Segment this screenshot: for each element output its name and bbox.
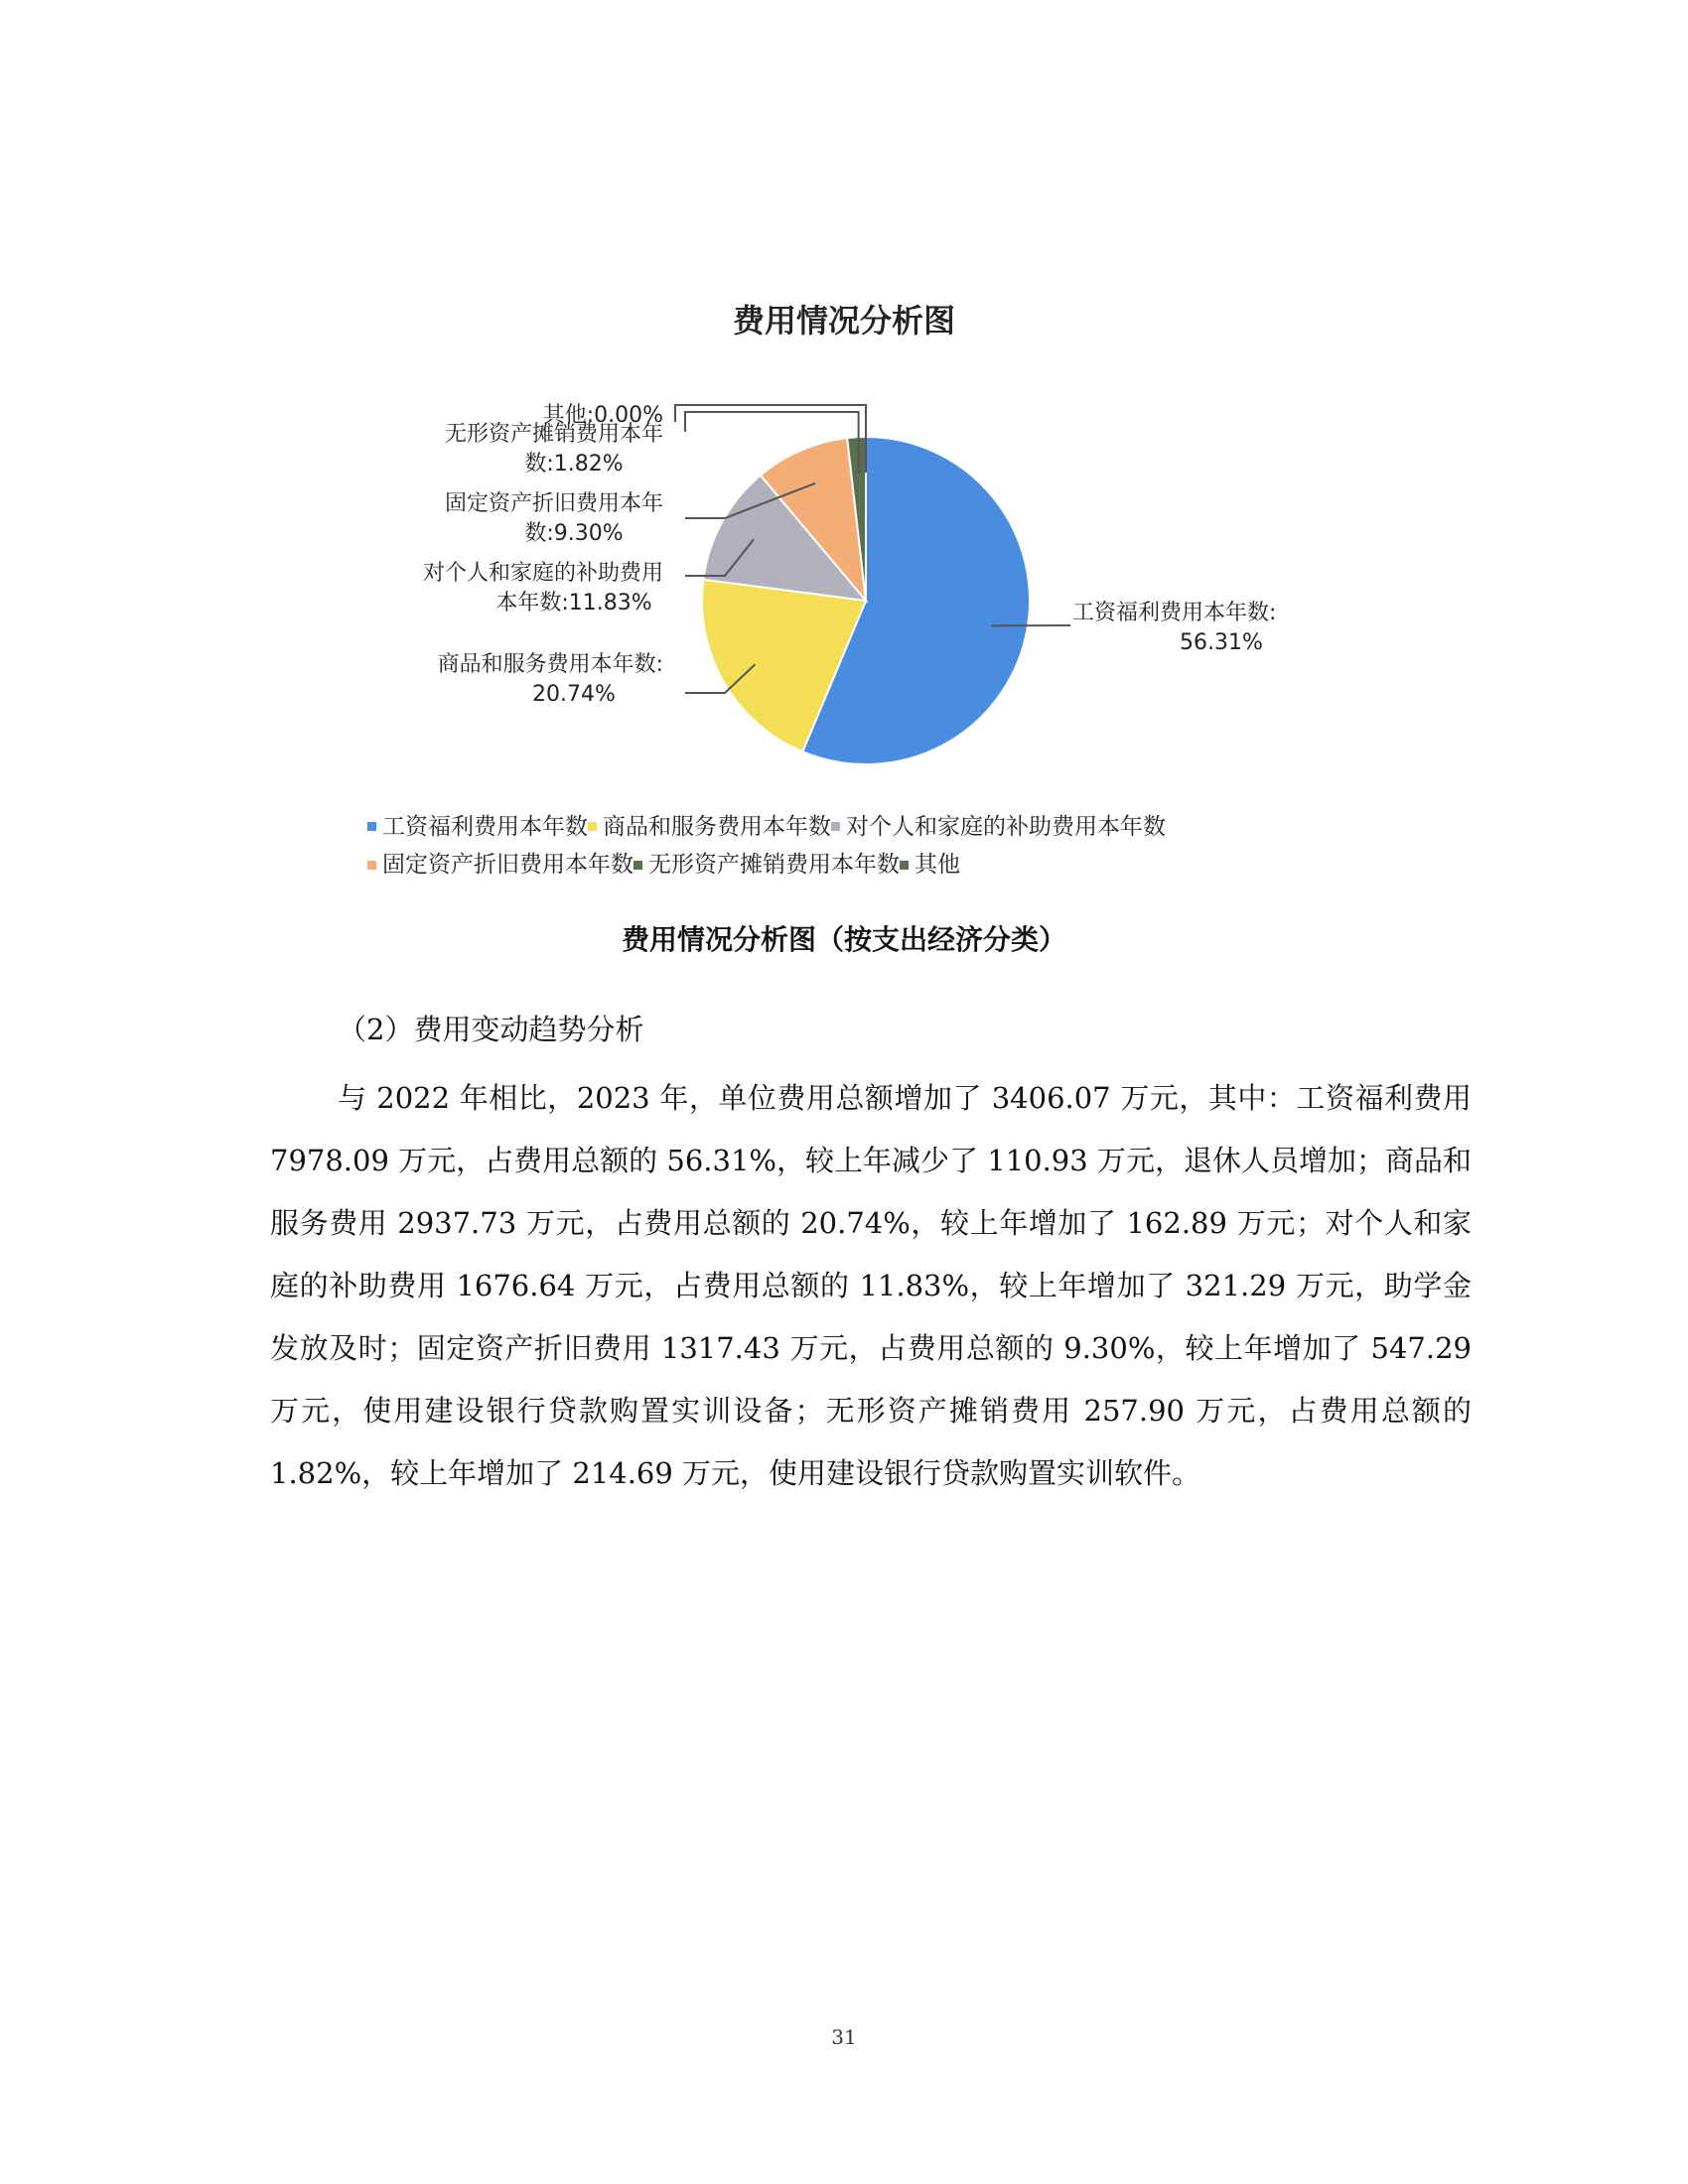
legend-label: 工资福利费用本年数 [382, 813, 588, 840]
page-number: 31 [831, 2025, 857, 2049]
pie-data-label: 数:1.82% [524, 452, 624, 477]
legend-swatch [367, 861, 376, 870]
pie-data-label: 固定资产折旧费用本年 [444, 491, 663, 516]
legend-swatch [633, 861, 642, 870]
legend-item [367, 809, 588, 845]
legend-item [831, 809, 1166, 845]
pie-data-label: 56.31% [1180, 630, 1263, 655]
legend-item [588, 809, 831, 845]
legend-label: 对个人和家庭的补助费用本年数 [846, 813, 1166, 840]
pie-data-label: 数:9.30% [524, 521, 624, 546]
legend-swatch [831, 822, 840, 831]
pie-chart [0, 377, 1688, 784]
legend-label: 其他 [914, 852, 960, 878]
legend-item [367, 847, 633, 883]
legend-label: 商品和服务费用本年数 [603, 813, 831, 840]
pie-data-label: 对个人和家庭的补助费用 [422, 561, 663, 586]
legend-row [367, 806, 1360, 845]
pie-data-label: 其他:0.00% [542, 403, 663, 428]
legend-label: 无形资产摊销费用本年数 [648, 852, 900, 878]
figure-caption: 费用情况分析图（按支出经济分类） [621, 923, 1066, 956]
pie-data-label: 本年数:11.83% [495, 591, 652, 615]
legend-label: 固定资产折旧费用本年数 [382, 852, 633, 878]
legend-item [633, 847, 900, 883]
legend-swatch [367, 822, 376, 831]
section-heading: （2）费用变动趋势分析 [338, 1013, 644, 1046]
legend-item [900, 847, 960, 883]
legend-row [367, 845, 1360, 884]
pie-data-label: 无形资产摊销费用本年 [444, 422, 663, 447]
pie-data-label: 商品和服务费用本年数: [437, 652, 663, 677]
chart-legend [367, 806, 1360, 883]
pie-data-label: 工资福利费用本年数: [1072, 601, 1277, 625]
legend-swatch [900, 861, 909, 870]
pie-data-label: 20.74% [532, 682, 616, 707]
chart-title: 费用情况分析图 [732, 302, 955, 340]
legend-swatch [588, 822, 597, 831]
body-paragraph: 与 2022 年相比，2023 年，单位费用总额增加了 3406.07 万元，其中：工资福利费用 7978.09 万元，占费用总额的 56.31%，较上年减少了 110.93 万元，退休人员增加；商品和服务费用 2937.73 万元，占费用总额的 20.74%，较上年增加了 162.89 万元；对个人和家庭的补助费用 1676.64 万元，占费用总额的 11.83%，较上年增加了 321.29 万元，助学金发放及时；固定资产折旧费用 1317.43 万元，占费用总额的 9.30%，较上年增加了 547.29 万元，使用建设银行贷款购置实训设备；无形资产摊销费用 257.90 万元，占费用总额的 1.82%，较上年增加了 214.69 万元，使用建设银行贷款购置实训软件。 [270, 1081, 1472, 1490]
